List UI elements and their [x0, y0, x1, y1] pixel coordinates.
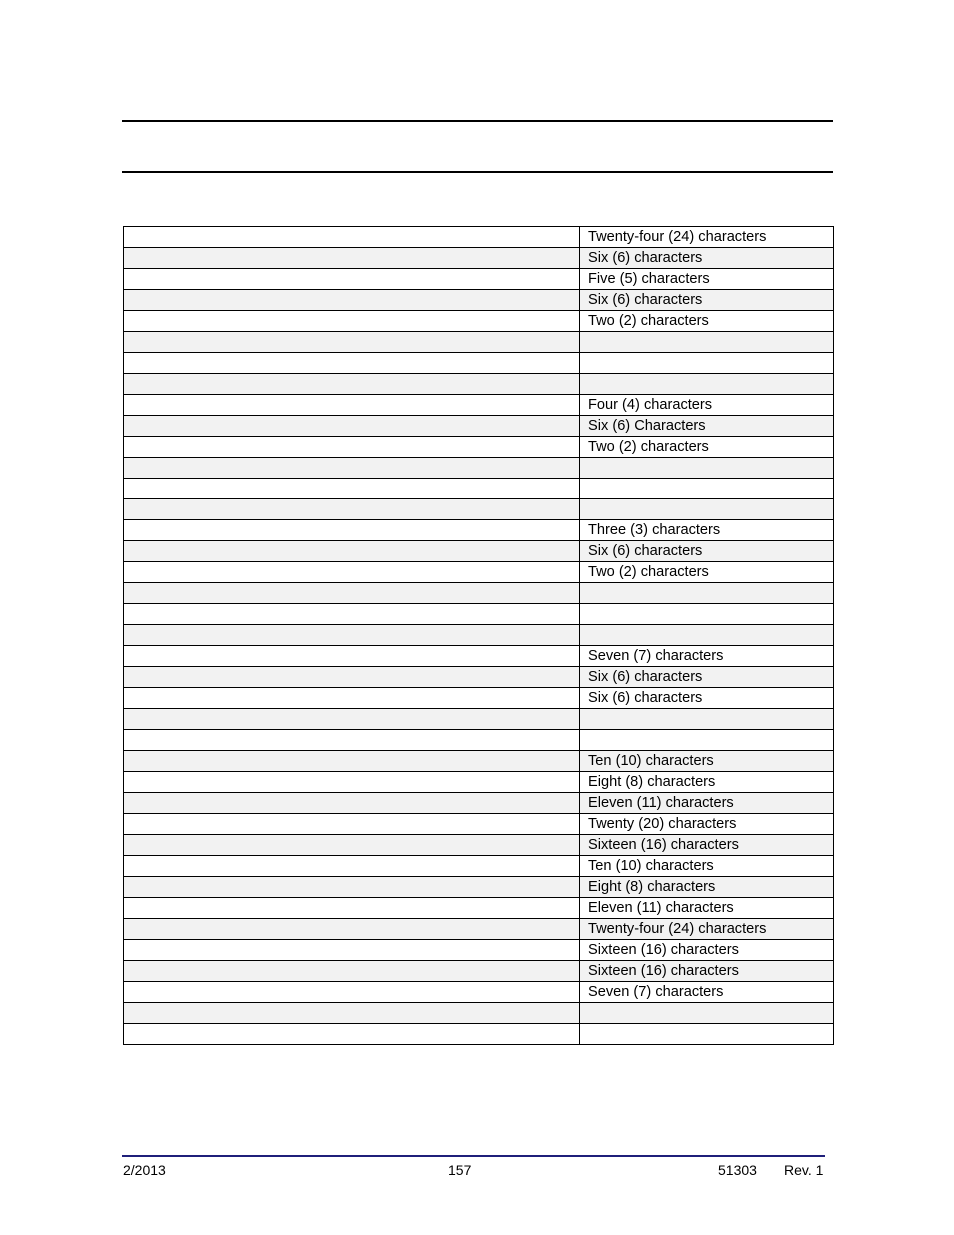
field-length-cell — [580, 478, 834, 499]
field-name-cell — [124, 290, 580, 311]
field-length-cell: Sixteen (16) characters — [580, 960, 834, 981]
field-name-cell — [124, 897, 580, 918]
field-name-cell — [124, 373, 580, 394]
table-row — [124, 604, 834, 625]
table-row — [124, 541, 834, 562]
table-row — [124, 394, 834, 415]
field-length-cell: Six (6) characters — [580, 688, 834, 709]
field-name-cell — [124, 876, 580, 897]
field-length-cell: Three (3) characters — [580, 520, 834, 541]
footer-rule — [122, 1155, 825, 1157]
field-name-cell — [124, 436, 580, 457]
field-length-cell: Five (5) characters — [580, 269, 834, 290]
field-length-cell: Seven (7) characters — [580, 981, 834, 1002]
field-length-cell: Seven (7) characters — [580, 646, 834, 667]
field-name-cell — [124, 478, 580, 499]
table-body — [124, 227, 834, 1045]
table-row — [124, 939, 834, 960]
table-row — [124, 876, 834, 897]
header-rule-top — [122, 120, 833, 122]
table-row — [124, 1002, 834, 1023]
field-name-cell — [124, 750, 580, 771]
field-length-cell: Six (6) characters — [580, 248, 834, 269]
field-name-cell — [124, 813, 580, 834]
field-length-cell — [580, 499, 834, 520]
field-length-cell — [580, 332, 834, 353]
table-row — [124, 981, 834, 1002]
table-row — [124, 248, 834, 269]
field-length-cell: Eight (8) characters — [580, 771, 834, 792]
field-name-cell — [124, 792, 580, 813]
table-row — [124, 709, 834, 730]
table-row — [124, 352, 834, 373]
field-name-cell — [124, 1002, 580, 1023]
header-rule-bottom — [122, 171, 833, 173]
table-row — [124, 834, 834, 855]
field-length-cell: Six (6) characters — [580, 290, 834, 311]
table-row — [124, 520, 834, 541]
field-length-cell: Eleven (11) characters — [580, 897, 834, 918]
field-length-cell: Twenty-four (24) characters — [580, 227, 834, 248]
field-length-cell: Six (6) characters — [580, 541, 834, 562]
table-row — [124, 457, 834, 478]
table-row — [124, 373, 834, 394]
table-row — [124, 436, 834, 457]
table-row — [124, 646, 834, 667]
field-length-cell: Six (6) characters — [580, 667, 834, 688]
field-name-cell — [124, 352, 580, 373]
table-row — [124, 792, 834, 813]
field-length-cell: Twenty (20) characters — [580, 813, 834, 834]
field-name-cell — [124, 269, 580, 290]
field-name-cell — [124, 604, 580, 625]
field-name-cell — [124, 227, 580, 248]
field-name-cell — [124, 583, 580, 604]
field-name-cell — [124, 625, 580, 646]
field-length-cell: Sixteen (16) characters — [580, 834, 834, 855]
footer-page-number: 157 — [448, 1162, 472, 1178]
table-row — [124, 290, 834, 311]
table-row — [124, 960, 834, 981]
table-row — [124, 311, 834, 332]
field-length-cell — [580, 1023, 834, 1044]
field-length-cell: Six (6) Characters — [580, 415, 834, 436]
table-row — [124, 227, 834, 248]
table-row — [124, 813, 834, 834]
field-length-cell — [580, 729, 834, 750]
field-length-cell — [580, 373, 834, 394]
field-name-cell — [124, 541, 580, 562]
table-row — [124, 1023, 834, 1044]
field-length-cell — [580, 604, 834, 625]
field-name-cell — [124, 939, 580, 960]
field-length-cell — [580, 625, 834, 646]
field-name-cell — [124, 1023, 580, 1044]
field-name-cell — [124, 332, 580, 353]
table-row — [124, 897, 834, 918]
field-length-cell: Twenty-four (24) characters — [580, 918, 834, 939]
table-row — [124, 583, 834, 604]
field-name-cell — [124, 834, 580, 855]
footer-date: 2/2013 — [123, 1162, 166, 1178]
field-length-cell: Eleven (11) characters — [580, 792, 834, 813]
field-length-cell — [580, 709, 834, 730]
table-row — [124, 332, 834, 353]
field-name-cell — [124, 729, 580, 750]
field-name-cell — [124, 960, 580, 981]
field-name-cell — [124, 688, 580, 709]
field-length-cell: Ten (10) characters — [580, 750, 834, 771]
table-row — [124, 478, 834, 499]
table-row — [124, 499, 834, 520]
field-name-cell — [124, 709, 580, 730]
field-name-cell — [124, 311, 580, 332]
table-row — [124, 415, 834, 436]
field-name-cell — [124, 855, 580, 876]
table-row — [124, 667, 834, 688]
table-row — [124, 771, 834, 792]
field-length-cell — [580, 583, 834, 604]
field-name-cell — [124, 667, 580, 688]
table-row — [124, 625, 834, 646]
field-name-cell — [124, 415, 580, 436]
table-row — [124, 855, 834, 876]
table-row — [124, 688, 834, 709]
table-row — [124, 729, 834, 750]
field-length-cell: Two (2) characters — [580, 562, 834, 583]
footer-doc-number: 51303 — [718, 1162, 757, 1178]
field-length-cell: Four (4) characters — [580, 394, 834, 415]
field-name-cell — [124, 520, 580, 541]
field-length-cell: Two (2) characters — [580, 311, 834, 332]
table-row — [124, 750, 834, 771]
field-length-cell: Ten (10) characters — [580, 855, 834, 876]
field-name-cell — [124, 918, 580, 939]
field-name-cell — [124, 499, 580, 520]
field-name-cell — [124, 457, 580, 478]
field-name-cell — [124, 248, 580, 269]
field-name-cell — [124, 771, 580, 792]
field-name-cell — [124, 646, 580, 667]
table-row — [124, 269, 834, 290]
field-length-cell — [580, 1002, 834, 1023]
table-row — [124, 562, 834, 583]
field-length-cell — [580, 457, 834, 478]
footer-revision: Rev. 1 — [784, 1162, 824, 1178]
field-length-cell — [580, 352, 834, 373]
field-length-cell: Sixteen (16) characters — [580, 939, 834, 960]
field-name-cell — [124, 394, 580, 415]
field-name-cell — [124, 981, 580, 1002]
field-length-cell: Eight (8) characters — [580, 876, 834, 897]
field-name-cell — [124, 562, 580, 583]
field-length-cell: Two (2) characters — [580, 436, 834, 457]
table-row — [124, 918, 834, 939]
field-length-table — [123, 226, 834, 1045]
